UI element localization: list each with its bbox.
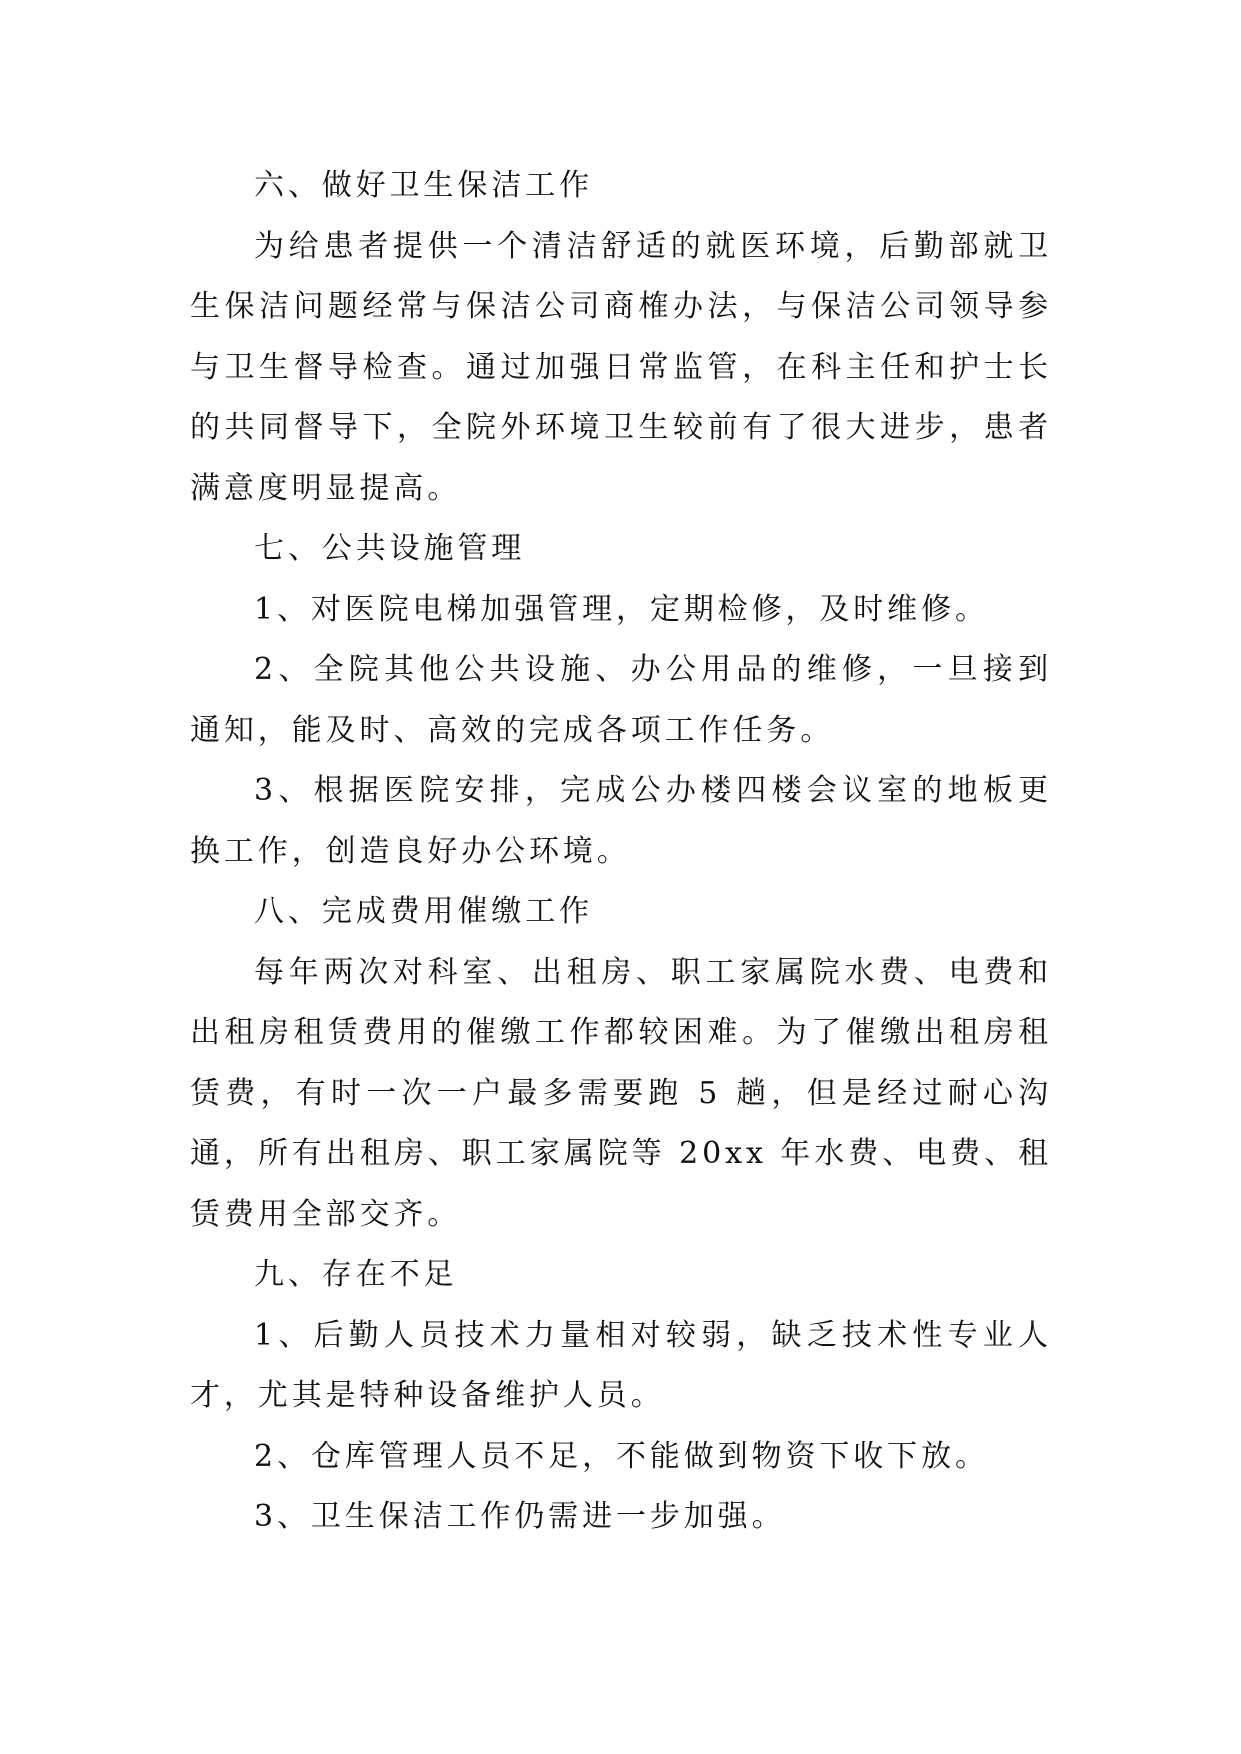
paragraph: 为给患者提供一个清洁舒适的就医环境，后勤部就卫生保洁问题经常与保洁公司商榷办法，与保洁公司领导参与卫生督导检查。通过加强日常监管，在科主任和护士长的共同督导下，全院外环境卫生较前有了很大进步，患者满意度明显提高。 bbox=[190, 228, 1052, 506]
paragraph: 每年两次对科室、出租房、职工家属院水费、电费和出租房租赁费用的催缴工作都较困难。为了催缴出租房租赁费，有时一次一户最多需要跑 5 趟，但是经过耐心沟通，所有出租房、职工家属院等 20xx 年水费、电费、租赁费用全部交齐。 bbox=[190, 954, 1052, 1232]
paragraph: 2、全院其他公共设施、办公用品的维修，一旦接到通知，能及时、高效的完成各项工作任务。 bbox=[190, 652, 1052, 748]
section-heading: 六、做好卫生保洁工作 bbox=[254, 168, 593, 203]
section-heading: 九、存在不足 bbox=[254, 1257, 458, 1292]
document-body bbox=[190, 156, 1052, 1548]
paragraph: 1、对医院电梯加强管理，定期检修，及时维修。 bbox=[254, 591, 989, 627]
paragraph: 3、根据医院安排，完成公办楼四楼会议室的地板更换工作，创造良好办公环境。 bbox=[190, 773, 1052, 869]
paragraph: 2、仓库管理人员不足，不能做到物资下收下放。 bbox=[254, 1438, 989, 1474]
paragraph: 1、后勤人员技术力量相对较弱，缺乏技术性专业人才，尤其是特种设备维护人员。 bbox=[190, 1317, 1052, 1413]
section-heading: 七、公共设施管理 bbox=[254, 531, 526, 566]
section-heading: 八、完成费用催缴工作 bbox=[254, 894, 593, 929]
paragraph: 3、卫生保洁工作仍需进一步加强。 bbox=[254, 1499, 786, 1534]
